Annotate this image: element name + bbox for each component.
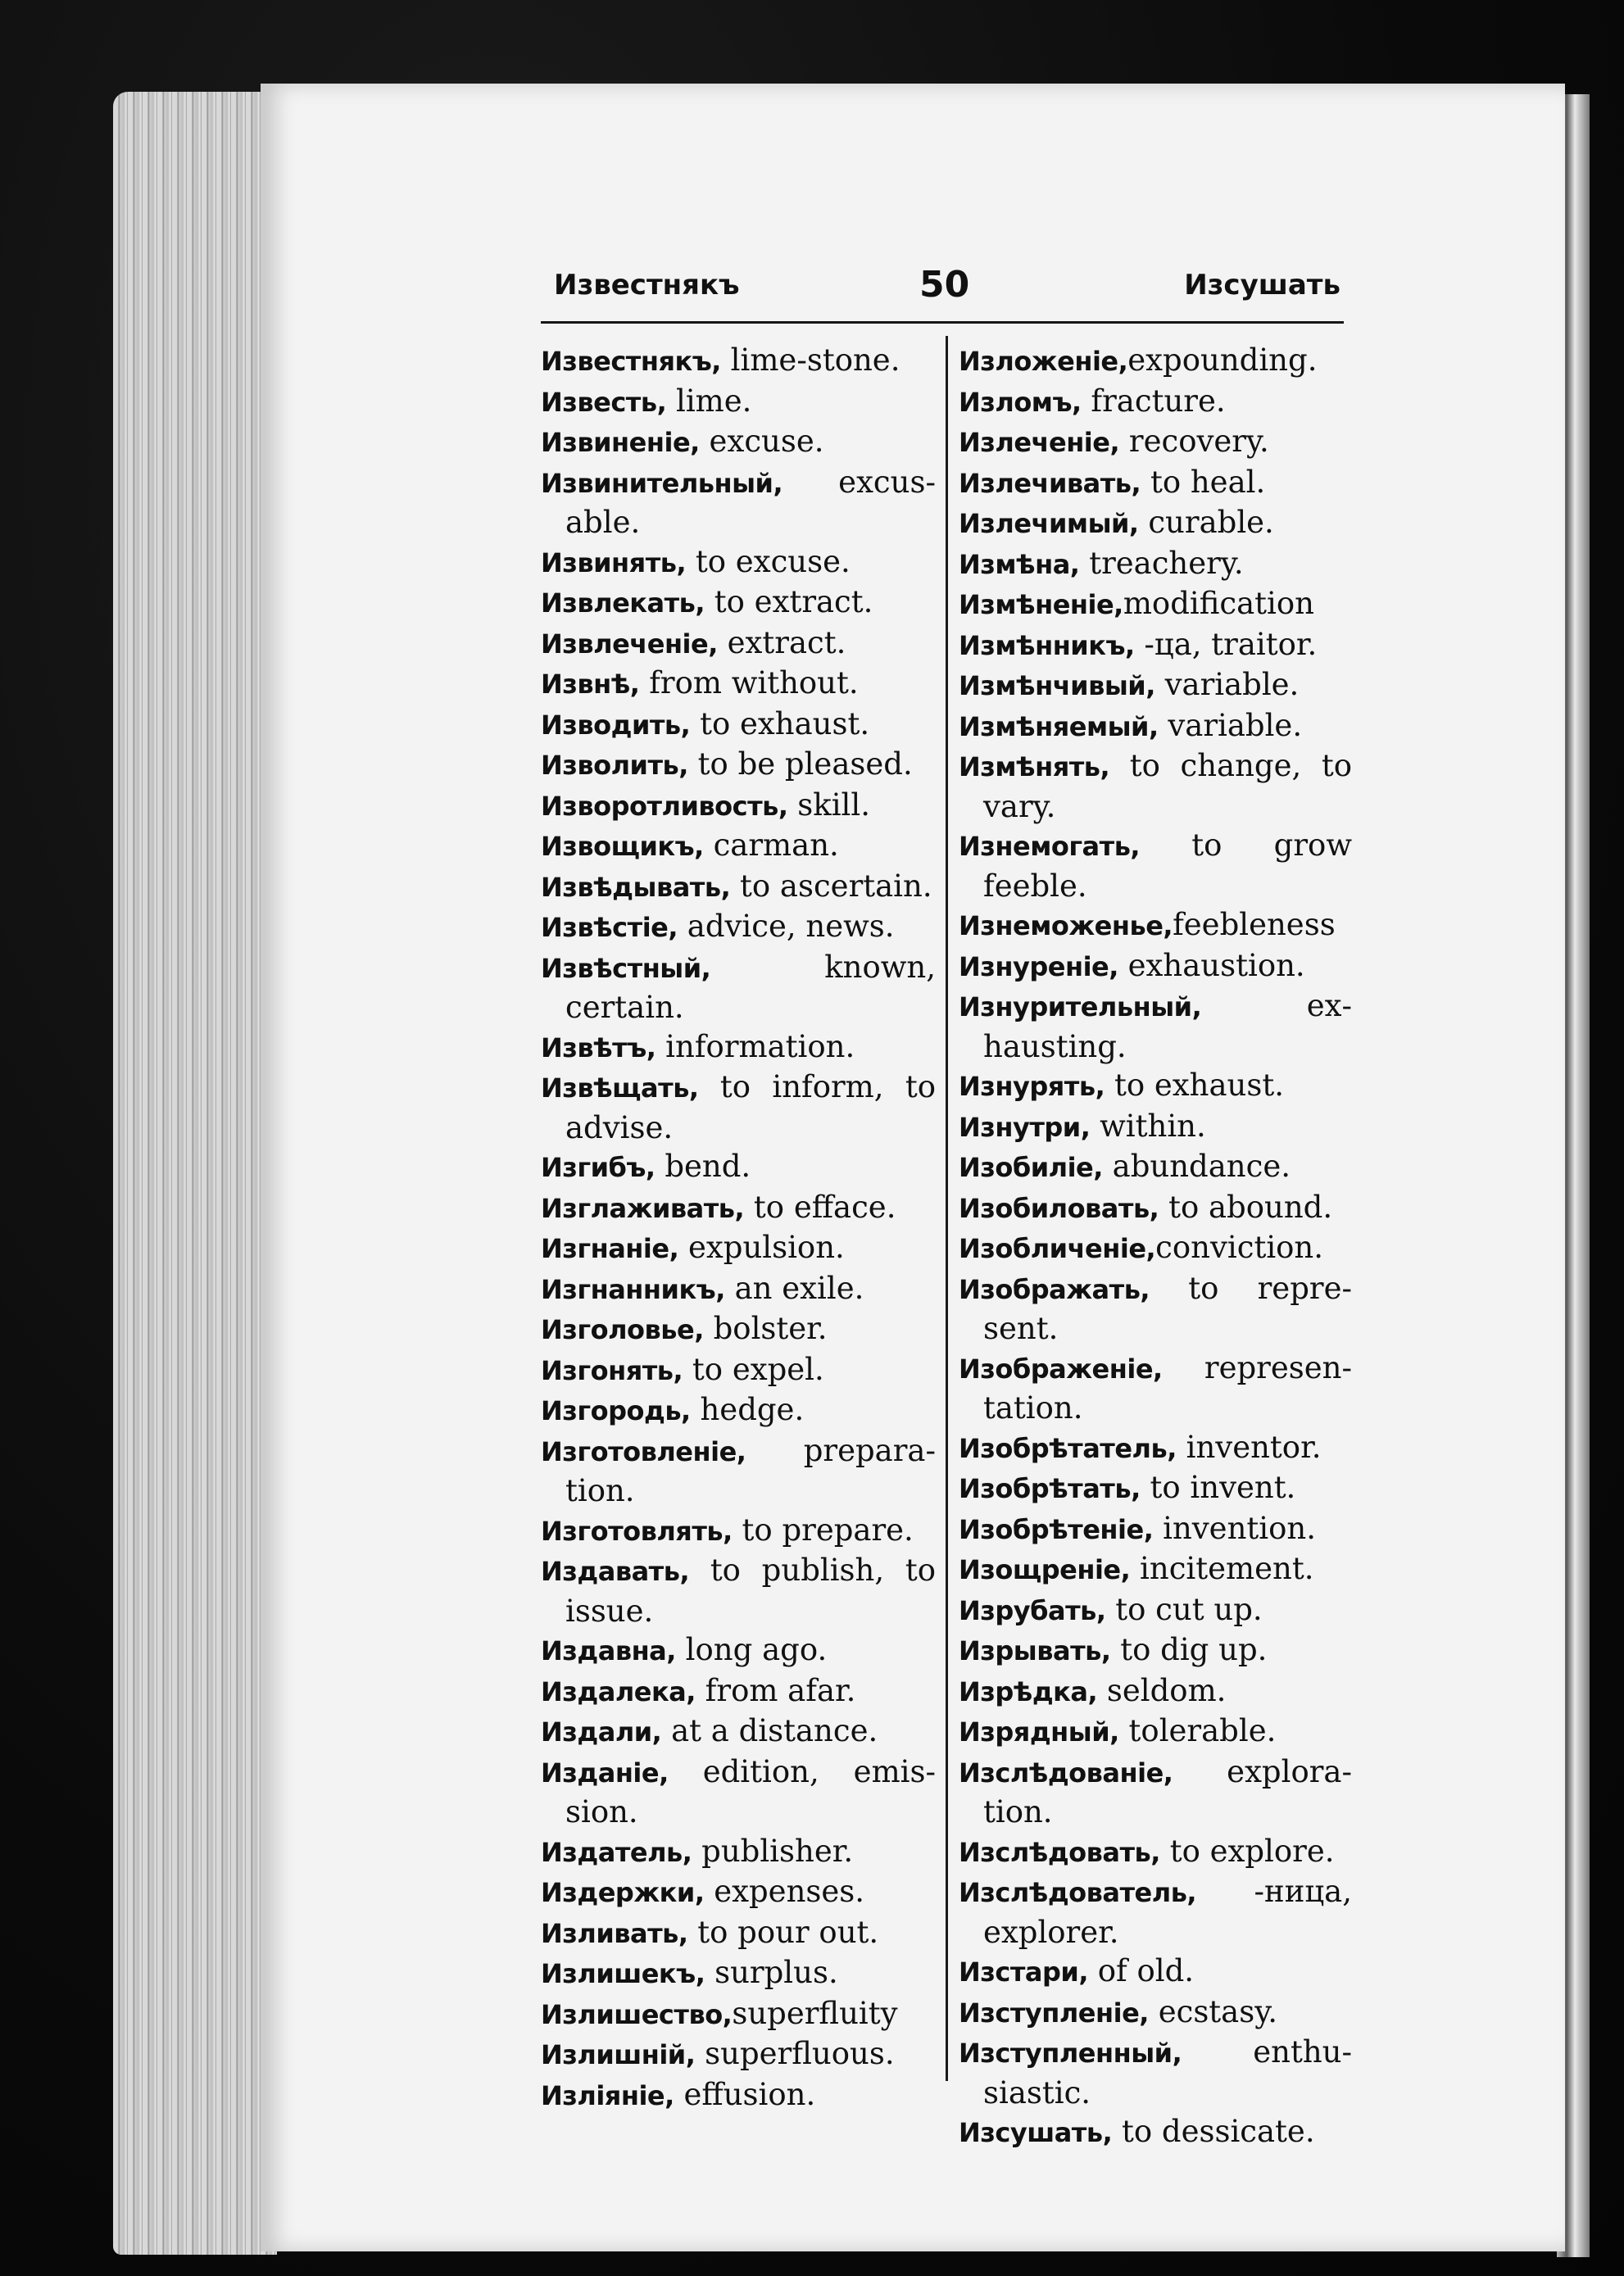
entry-definition: to be pleased.	[687, 746, 913, 782]
entry-definition: hedge.	[690, 1392, 805, 1427]
entry-definition: to efface.	[744, 1189, 896, 1225]
entry-headword: Излишекъ,	[541, 1958, 705, 1989]
entry-headword: Извинять,	[541, 546, 687, 578]
entry-definition: to represent.	[983, 1270, 1352, 1346]
entry-definition: tolerable.	[1118, 1713, 1277, 1748]
dictionary-entry	[541, 542, 936, 583]
dictionary-entry	[959, 1872, 1352, 1952]
entry-headword: Издатель,	[541, 1836, 692, 1868]
entry-definition: surplus.	[705, 1955, 838, 1990]
entry-headword: Изображеніе,	[959, 1353, 1163, 1385]
entry-definition: treachery.	[1079, 545, 1244, 581]
entry-definition: curable.	[1138, 505, 1274, 540]
entry-headword: Изготовлять,	[541, 1515, 733, 1547]
entry-definition: bolster.	[703, 1311, 828, 1346]
entry-headword: Изнеможенье,	[959, 910, 1173, 941]
entry-headword: Излишній,	[541, 2039, 696, 2070]
entry-definition: -ница, explorer.	[983, 1874, 1352, 1950]
entry-headword: Изгнанникъ,	[541, 1273, 725, 1305]
entry-definition: expulsion.	[678, 1230, 845, 1265]
dictionary-entry	[959, 463, 1352, 504]
entry-headword: Изготовленіе,	[541, 1435, 746, 1467]
entry-definition: fracture.	[1081, 383, 1226, 419]
entry-headword: Измѣнять,	[959, 751, 1110, 782]
entry-definition: carman.	[703, 827, 839, 863]
entry-headword: Извѣстіе,	[541, 912, 678, 943]
entry-headword: Изголовье,	[541, 1314, 704, 1345]
entry-headword: Извлеченіе,	[541, 628, 718, 660]
dictionary-entry	[541, 1309, 936, 1350]
dictionary-entry	[959, 1590, 1352, 1631]
entry-definition: to publish, to issue.	[565, 1553, 936, 1629]
entry-headword: Изнутри,	[959, 1111, 1091, 1143]
entry-headword: Измѣняемый,	[959, 710, 1159, 742]
dictionary-entry	[959, 544, 1352, 585]
entry-definition: variable.	[1154, 667, 1300, 702]
dictionary-entry	[959, 706, 1352, 747]
entry-definition: superfluous.	[695, 2036, 895, 2071]
entry-headword: Измѣненіе,	[959, 589, 1123, 620]
entry-headword: Известь,	[541, 386, 667, 418]
entry-definition: an exile.	[724, 1270, 864, 1306]
dictionary-entry	[541, 1027, 936, 1068]
entry-definition: enthusiastic.	[983, 2034, 1352, 2111]
entry-headword: Извнѣ,	[541, 669, 640, 700]
dictionary-entry	[541, 1188, 936, 1229]
dictionary-entry	[541, 1228, 936, 1269]
entry-definition: effusion.	[674, 2076, 816, 2112]
dictionary-entry	[959, 503, 1352, 544]
entry-definition: exhaustion.	[1118, 947, 1305, 983]
entry-definition: from without.	[639, 665, 859, 700]
entry-definition: excusable.	[565, 464, 936, 540]
entry-definition: exploration.	[983, 1753, 1352, 1829]
page-number: 50	[919, 264, 970, 306]
entry-headword: Издавна,	[541, 1635, 676, 1666]
entry-headword: Издавать,	[541, 1556, 690, 1587]
dictionary-entry	[959, 1269, 1352, 1349]
dictionary-entry	[541, 948, 936, 1027]
dictionary-entry	[959, 946, 1352, 987]
entry-definition: to dig up.	[1110, 1632, 1268, 1667]
dictionary-entry	[959, 1671, 1352, 1712]
dictionary-entry	[959, 584, 1352, 625]
entry-definition: -ца, traitor.	[1134, 626, 1318, 662]
dictionary-entry	[959, 2112, 1352, 2153]
entry-headword: Извлекать,	[541, 587, 705, 619]
dictionary-entry	[959, 1952, 1352, 1993]
entry-headword: Изгородь,	[541, 1395, 691, 1426]
entry-headword: Изстари,	[959, 1956, 1088, 1988]
entry-headword: Извощикъ,	[541, 831, 704, 862]
entry-definition: conviction.	[1155, 1230, 1324, 1265]
entry-headword: Извѣдывать,	[541, 871, 731, 903]
entry-definition: ecstasy.	[1148, 1993, 1277, 2029]
entry-definition: to cut up.	[1105, 1591, 1263, 1627]
entry-headword: Изліяніе,	[541, 2079, 674, 2111]
entry-definition: known, certain.	[565, 949, 936, 1025]
dictionary-entry	[959, 1428, 1352, 1469]
dictionary-entry	[959, 1509, 1352, 1550]
dictionary-entry	[541, 1913, 936, 1954]
entry-definition: advice, news.	[678, 909, 895, 944]
entry-headword: Измѣна,	[959, 548, 1080, 580]
dictionary-entry	[959, 1468, 1352, 1509]
entry-headword: Изобличеніе,	[959, 1233, 1156, 1264]
entry-definition: within.	[1090, 1108, 1206, 1144]
dictionary-entry	[541, 1551, 936, 1630]
entry-definition: to exhaust.	[1105, 1068, 1285, 1103]
entry-headword: Изводить,	[541, 709, 691, 741]
entry-definition: bend.	[655, 1149, 751, 1184]
entry-headword: Известнякъ,	[541, 346, 721, 377]
dictionary-entry	[541, 907, 936, 948]
column-divider	[946, 336, 948, 2081]
running-head	[554, 264, 1340, 318]
dictionary-entry	[541, 867, 936, 908]
dictionary-entry	[959, 1228, 1352, 1269]
entry-headword: Изслѣдователь,	[959, 1877, 1197, 1908]
entry-definition: to prepare.	[732, 1512, 914, 1548]
entry-definition: to exhaust.	[690, 705, 870, 741]
entry-definition: to abound.	[1159, 1189, 1333, 1225]
page-edges-left	[113, 92, 277, 2255]
entry-headword: Изобиліе,	[959, 1152, 1103, 1183]
entry-definition: to inform, to advise.	[565, 1069, 936, 1145]
entry-definition: variable.	[1158, 707, 1303, 743]
dictionary-entry	[959, 665, 1352, 706]
entry-definition: to pour out.	[687, 1914, 879, 1950]
dictionary-entry	[541, 1511, 936, 1552]
dictionary-entry	[959, 382, 1352, 423]
entry-headword: Изложеніе,	[959, 346, 1128, 377]
entry-definition: incitement.	[1130, 1551, 1314, 1586]
dictionary-entry	[541, 1994, 936, 2035]
entry-headword: Изрядный,	[959, 1716, 1119, 1748]
entry-headword: Изломъ,	[959, 386, 1082, 418]
dictionary-entry	[541, 1269, 936, 1310]
entry-headword: Изобрѣтеніе,	[959, 1513, 1154, 1545]
entry-headword: Излечимый,	[959, 508, 1139, 539]
entry-definition: modification	[1123, 586, 1314, 621]
dictionary-entry	[541, 2034, 936, 2075]
entry-headword: Изслѣдовать,	[959, 1836, 1160, 1868]
entry-headword: Изступленный,	[959, 2038, 1182, 2069]
entry-headword: Излечивать,	[959, 467, 1141, 499]
dictionary-entry	[959, 1832, 1352, 1873]
dictionary-entry	[541, 745, 936, 786]
entry-definition: abundance.	[1102, 1149, 1291, 1184]
entry-headword: Изощреніе,	[959, 1554, 1131, 1585]
entry-definition: to dessicate.	[1112, 2114, 1315, 2149]
dictionary-entry	[541, 1712, 936, 1752]
entry-headword: Изволить,	[541, 750, 688, 781]
entry-definition: feebleness	[1173, 907, 1336, 942]
entry-headword: Извиненіе,	[541, 427, 700, 458]
entry-definition: to grow feeble.	[983, 827, 1352, 904]
entry-definition: lime-stone.	[720, 342, 900, 378]
dictionary-entry	[541, 463, 936, 542]
dictionary-entry	[959, 2033, 1352, 2112]
entry-headword: Изнурительный,	[959, 991, 1202, 1022]
entry-definition: lime.	[666, 383, 752, 419]
entry-headword: Излишество,	[541, 1998, 733, 2030]
dictionary-entry	[541, 786, 936, 827]
dictionary-entry	[959, 1549, 1352, 1590]
entry-headword: Извѣтъ,	[541, 1031, 656, 1063]
entry-headword: Изрубать,	[959, 1594, 1106, 1626]
dictionary-entry	[959, 1188, 1352, 1229]
dictionary-entry	[959, 1712, 1352, 1752]
entry-definition: extract.	[717, 624, 846, 660]
entry-headword: Изрывать,	[959, 1635, 1111, 1666]
entry-definition: seldom.	[1097, 1672, 1227, 1708]
entry-definition: preparation.	[565, 1432, 936, 1508]
entry-definition: recovery.	[1119, 424, 1269, 459]
entry-definition: publisher.	[692, 1833, 854, 1869]
entry-headword: Измѣнчивый,	[959, 670, 1155, 701]
dictionary-entry	[541, 664, 936, 705]
entry-definition: edition, emission.	[565, 1753, 936, 1829]
dictionary-entry	[959, 905, 1352, 946]
dictionary-entry	[959, 1630, 1352, 1671]
dictionary-entry	[541, 1872, 936, 1913]
dictionary-entry	[541, 2075, 936, 2116]
dictionary-entry	[541, 341, 936, 382]
entry-definition: information.	[655, 1028, 855, 1064]
dictionary-entry	[959, 1993, 1352, 2033]
entry-headword: Изнурять,	[959, 1071, 1105, 1102]
entry-headword: Изнуреніе,	[959, 950, 1118, 982]
entry-headword: Издали,	[541, 1716, 662, 1748]
entry-definition: expounding.	[1127, 342, 1318, 378]
dictionary-entry	[541, 1832, 936, 1873]
entry-headword: Изобрѣтатель,	[959, 1432, 1177, 1464]
dictionary-entry	[541, 1630, 936, 1671]
entry-definition: skill.	[787, 787, 870, 823]
entry-headword: Издержки,	[541, 1877, 705, 1908]
dictionary-entry	[959, 746, 1352, 826]
left-column	[541, 341, 936, 2115]
entry-definition: to heal.	[1141, 464, 1266, 500]
dictionary-entry	[541, 1068, 936, 1147]
entry-headword: Изглаживать,	[541, 1192, 745, 1224]
entry-headword: Изобиловать,	[959, 1192, 1159, 1224]
entry-headword: Извѣстный,	[541, 952, 711, 984]
dictionary-entry	[959, 422, 1352, 463]
entry-headword: Изслѣдованіе,	[959, 1757, 1173, 1789]
entry-definition: of old.	[1087, 1953, 1195, 1988]
entry-definition: to expel.	[683, 1351, 824, 1387]
entry-definition: inventor.	[1176, 1429, 1322, 1465]
dictionary-entry	[541, 826, 936, 867]
dictionary-entry	[959, 1147, 1352, 1188]
entry-definition: to change, to vary.	[983, 748, 1352, 824]
entry-headword: Изображать,	[959, 1273, 1150, 1305]
entry-headword: Изступленіе,	[959, 1997, 1149, 2029]
dictionary-entry	[541, 1953, 936, 1994]
entry-headword: Изсушать,	[959, 2117, 1113, 2148]
dictionary-entry	[541, 623, 936, 664]
entry-definition: at a distance.	[661, 1713, 878, 1748]
dictionary-entry	[541, 1431, 936, 1511]
entry-headword: Излеченіе,	[959, 427, 1120, 458]
entry-headword: Измѣнникъ,	[959, 629, 1135, 661]
entry-definition: excuse.	[699, 424, 824, 459]
entry-definition: to explore.	[1159, 1833, 1335, 1869]
right-column	[959, 341, 1352, 2153]
dictionary-entry	[959, 341, 1352, 382]
entry-headword: Издалека,	[541, 1675, 696, 1707]
dictionary-entry	[959, 986, 1352, 1066]
entry-definition: to ascertain.	[730, 868, 932, 904]
dictionary-entry	[541, 1350, 936, 1391]
entry-headword: Изнемогать,	[959, 831, 1141, 862]
dictionary-entry	[959, 1752, 1352, 1832]
entry-definition: long ago.	[675, 1632, 828, 1667]
dictionary-entry	[959, 1107, 1352, 1148]
dictionary-entry	[959, 826, 1352, 905]
entry-definition: to excuse.	[686, 543, 851, 579]
entry-headword: Изгонять,	[541, 1354, 683, 1386]
right-guide-word: Изсушать	[1184, 269, 1340, 302]
entry-definition: representation.	[983, 1349, 1352, 1426]
header-rule	[541, 321, 1344, 324]
entry-headword: Изворотливость,	[541, 790, 788, 822]
entry-headword: Извинительный,	[541, 467, 783, 499]
entry-headword: Изданіе,	[541, 1757, 669, 1789]
entry-definition: from afar.	[695, 1672, 856, 1708]
entry-headword: Изливать,	[541, 1917, 688, 1949]
dictionary-entry	[541, 705, 936, 746]
dictionary-entry	[541, 583, 936, 623]
left-guide-word: Известнякъ	[554, 269, 740, 302]
dictionary-entry	[959, 1349, 1352, 1428]
dictionary-entry	[541, 422, 936, 463]
entry-definition: superfluity	[732, 1995, 898, 2031]
entry-headword: Изгибъ,	[541, 1152, 655, 1183]
entry-headword: Изгнаніе,	[541, 1233, 679, 1264]
entry-headword: Извѣщать,	[541, 1072, 699, 1104]
dictionary-entry	[541, 1752, 936, 1832]
dictionary-entry	[959, 625, 1352, 666]
dictionary-entry	[541, 1390, 936, 1431]
entry-definition: to extract.	[705, 584, 873, 619]
entry-definition: to invent.	[1140, 1470, 1296, 1505]
dictionary-entry	[541, 382, 936, 423]
entry-headword: Изобрѣтать,	[959, 1473, 1141, 1504]
dictionary-entry	[541, 1671, 936, 1712]
dictionary-entry	[959, 1066, 1352, 1107]
entry-definition: exhausting.	[983, 988, 1352, 1064]
entry-definition: expenses.	[704, 1874, 865, 1909]
dictionary-entry	[541, 1147, 936, 1188]
entry-definition: invention.	[1153, 1510, 1316, 1546]
entry-headword: Изрѣдка,	[959, 1675, 1098, 1707]
